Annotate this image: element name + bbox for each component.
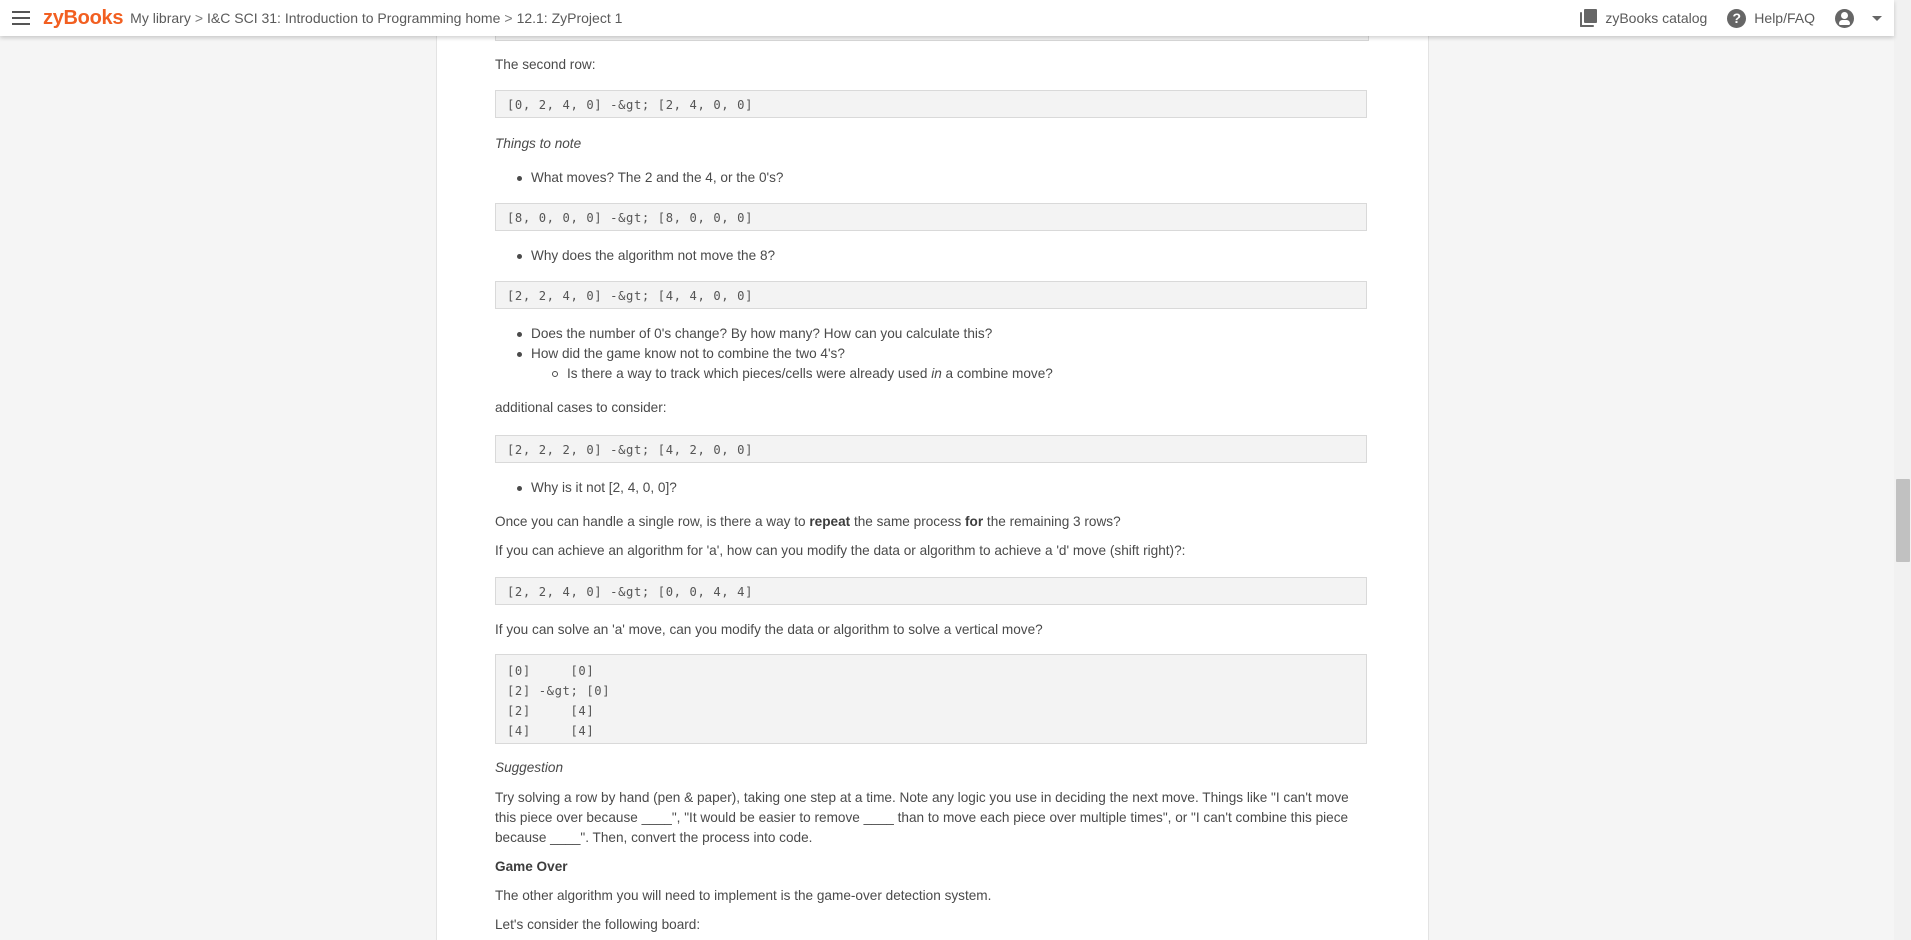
code-block: [0] [0] [2] -&gt; [0] [2] [4] [4] [4] [495,654,1367,744]
bullet-list [495,324,1053,384]
list-item: What moves? The 2 and the 4, or the 0's? [495,168,783,188]
paragraph: The other algorithm you will need to implement is the game-over detection system. [495,888,992,903]
catalog-label: zyBooks catalog [1605,10,1708,26]
code-block: [2, 2, 4, 0] -&gt; [4, 4, 0, 0] [495,281,1367,309]
scrollbar-thumb[interactable] [1896,479,1910,562]
help-label: Help/FAQ [1754,10,1815,26]
code-block: [2, 2, 4, 0] -&gt; [0, 0, 4, 4] [495,577,1367,605]
things-to-note-heading: Things to note [495,136,582,151]
content-panel [436,0,1429,940]
paragraph: Try solving a row by hand (pen & paper), taking one step at a time. Note any logic you use in deciding the next move. Things like "I can't move this piece over because ____", "It would be easier to remove ____ than to move each piece over multiple times", or "I can't combine this piece because ____". Then, convert the process into code. [495,790,1349,845]
breadcrumb-section[interactable]: 12.1: ZyProject 1 [516,10,623,26]
paragraph: If you can solve an 'a' move, can you modify the data or algorithm to solve a vertical move? [495,622,1043,637]
breadcrumb-separator: > [504,10,513,26]
code-block: [2, 2, 2, 0] -&gt; [4, 2, 0, 0] [495,435,1367,463]
paragraph: Let's consider the following board: [495,917,701,932]
account-menu[interactable] [1835,9,1882,28]
help-icon: ? [1727,9,1746,28]
suggestion-heading: Suggestion [495,760,564,775]
menu-icon[interactable] [12,11,30,25]
breadcrumb-my-library[interactable]: My library [130,10,191,26]
list-item: How did the game know not to combine the two 4's? [495,344,1053,364]
top-right-nav [1566,0,1882,36]
paragraph: The second row: [495,57,596,72]
breadcrumb-separator: > [194,10,204,26]
help-link[interactable] [1727,9,1815,28]
bullet-list [495,478,677,498]
game-over-heading: Game Over [495,859,568,874]
sub-list-item: Is there a way to track which pieces/cells were already used in a combine move? [495,364,1053,384]
zybooks-logo[interactable]: zyBooks [43,6,124,29]
list-item: Why is it not [2, 4, 0, 0]? [495,478,677,498]
paragraph: If you can achieve an algorithm for 'a', how can you modify the data or algorithm to achieve a 'd' move (shift right)?: [495,543,1186,558]
chevron-down-icon [1872,16,1882,21]
list-item: Does the number of 0's change? By how many? How can you calculate this? [495,324,1053,344]
code-block: [8, 0, 0, 0] -&gt; [8, 0, 0, 0] [495,203,1367,231]
account-circle-icon [1835,9,1854,28]
code-block: [0, 2, 4, 0] -&gt; [2, 4, 0, 0] [495,90,1367,118]
top-bar [0,0,1894,36]
list-item: Why does the algorithm not move the 8? [495,246,775,266]
bullet-list [495,246,775,266]
bullet-list [495,168,783,188]
breadcrumb [130,10,622,26]
catalog-link[interactable] [1580,9,1707,27]
paragraph: Once you can handle a single row, is there a way to repeat the same process for the remaining 3 rows? [495,514,1121,529]
paragraph: additional cases to consider: [495,400,667,415]
scrollbar[interactable] [1894,0,1911,940]
breadcrumb-course-home[interactable]: I&C SCI 31: Introduction to Programming home [207,10,501,26]
library-books-icon [1580,9,1597,27]
